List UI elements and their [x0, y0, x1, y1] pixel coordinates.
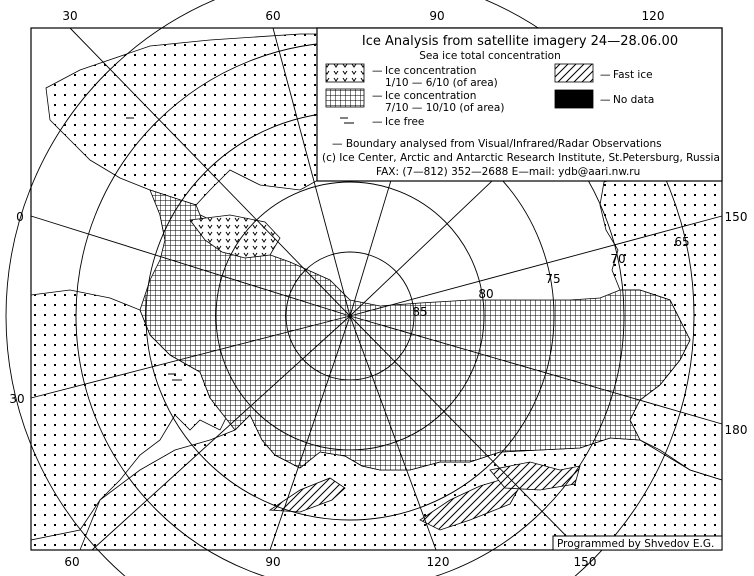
legend-item-4-prefix: — [600, 69, 611, 81]
legend [317, 28, 722, 181]
lat-label-80: 80 [478, 287, 494, 301]
lon-label-right-180: 180 [724, 423, 748, 437]
legend-swatch-hatch [555, 64, 593, 82]
lon-label-bottom-60: 60 [64, 555, 80, 569]
legend-title: Ice Analysis from satellite imagery 24—28.06.00 [361, 34, 679, 49]
legend-boundary-label: — Boundary analysed from Visual/Infrared/Radar Observations [332, 138, 662, 150]
legend-item-2-line1: Ice concentration [385, 90, 477, 102]
lon-label-right-150: 150 [724, 210, 748, 224]
legend-item-5-label: No data [613, 94, 655, 106]
legend-item-3-prefix: — [372, 116, 383, 128]
lon-label-top-60: 60 [265, 9, 281, 23]
legend-swatch-solid-black [555, 90, 593, 108]
lon-label-bottom-90: 90 [265, 555, 281, 569]
legend-swatch-v-marks [326, 64, 364, 82]
legend-subtitle: Sea ice total concentration [419, 50, 561, 62]
legend-item-2-line2: 7/10 — 10/10 (of area) [385, 102, 505, 114]
lat-label-70: 70 [610, 252, 626, 266]
lat-label-65: 65 [674, 235, 690, 249]
legend-contact-line: FAX: (7—812) 352—2688 E—mail: ydb@aari.nw.ru [376, 166, 641, 178]
lon-label-left-30: 30 [9, 392, 25, 406]
legend-item-4-label: Fast ice [613, 69, 653, 81]
legend-item-1-line2: 1/10 — 6/10 (of area) [385, 77, 498, 89]
legend-item-3-label: Ice free [385, 116, 425, 128]
legend-item-1-prefix: — [372, 65, 383, 77]
lon-label-bottom-150: 150 [573, 555, 597, 569]
programmer-credit: Programmed by Shvedov E.G. [557, 538, 715, 550]
lon-label-top-30: 30 [62, 9, 78, 23]
legend-swatch-grid [326, 89, 364, 107]
lat-label-85: 85 [412, 305, 428, 319]
legend-item-5-prefix: — [600, 94, 611, 106]
legend-item-1-line1: Ice concentration [385, 65, 477, 77]
legend-credit-line: (c) Ice Center, Arctic and Antarctic Research Institute, St.Petersburg, Russia [322, 152, 720, 164]
lat-label-75: 75 [545, 272, 561, 286]
lon-label-top-90: 90 [429, 9, 445, 23]
legend-item-2-prefix: — [372, 90, 383, 102]
lon-label-left-0: 0 [16, 210, 24, 224]
lon-label-top-120: 120 [641, 9, 665, 23]
lon-label-bottom-120: 120 [426, 555, 450, 569]
